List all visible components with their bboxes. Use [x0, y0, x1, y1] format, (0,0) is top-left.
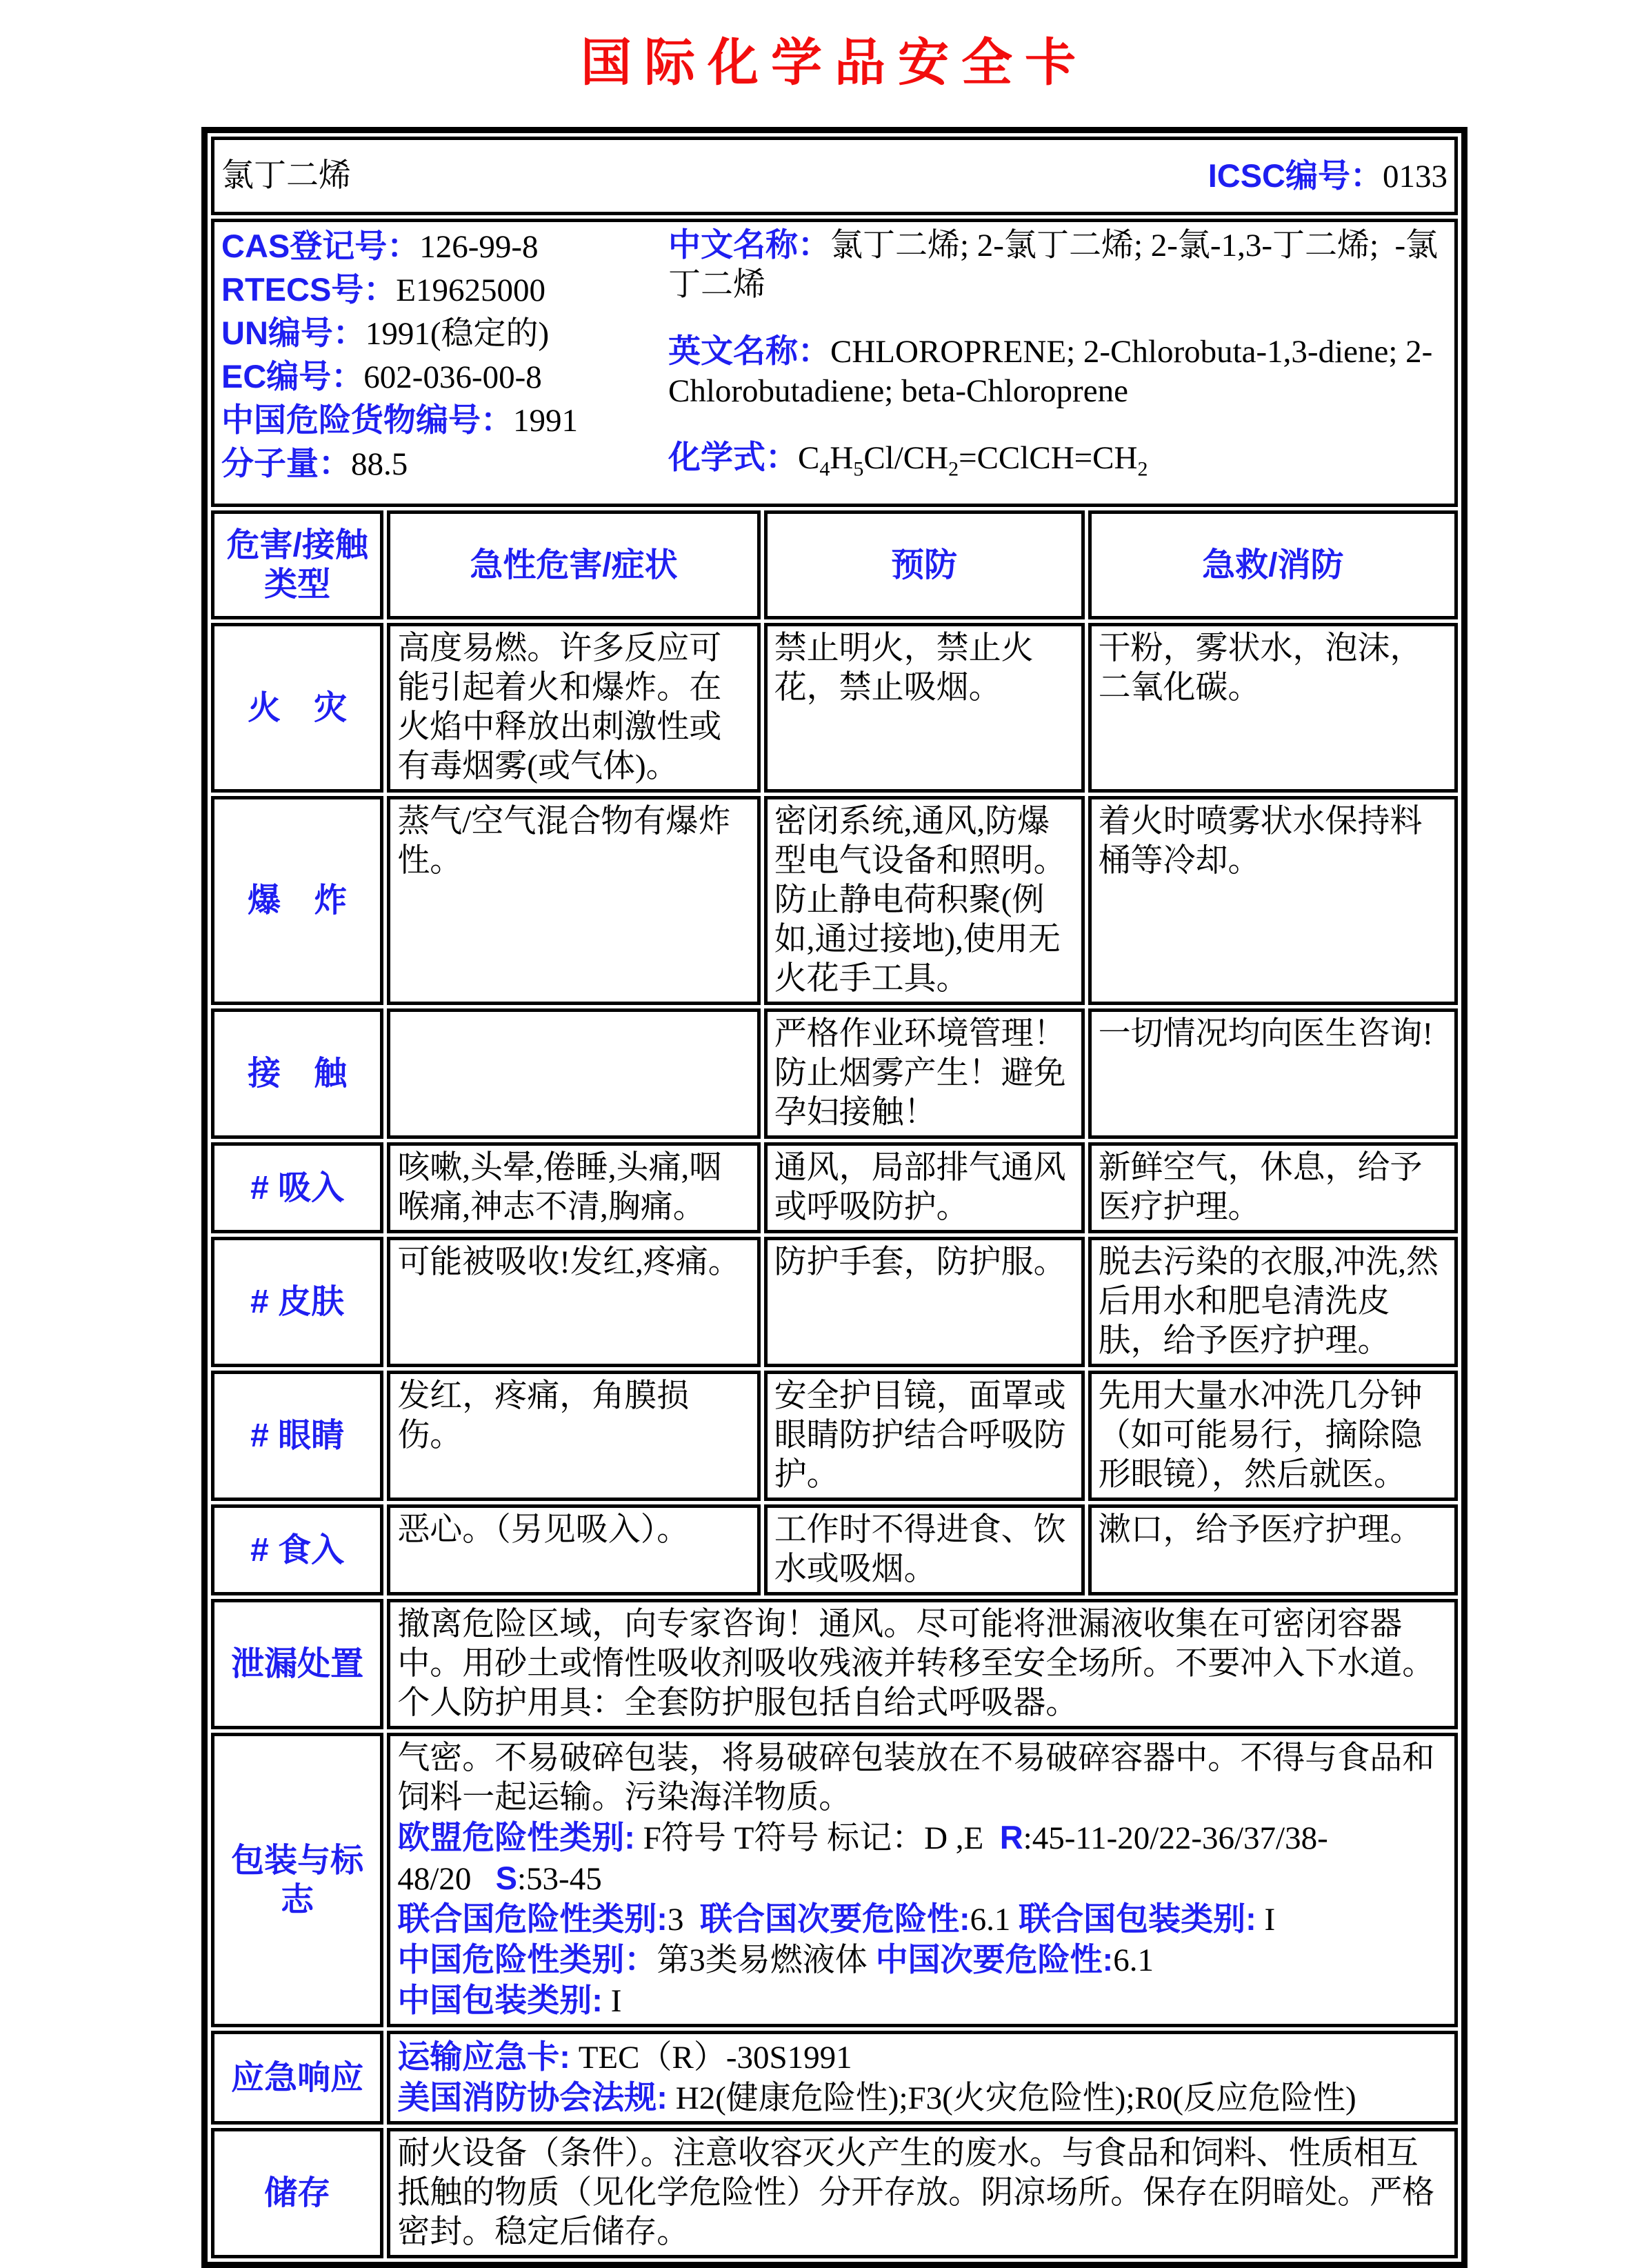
header-acute-symptoms: 急性危害/症状: [387, 510, 760, 619]
chinese-names: 中文名称：氯丁二烯; 2-氯丁二烯; 2-氯-1,3-丁二烯; -氯丁二烯: [668, 226, 1439, 303]
substance-name: 氯丁二烯: [221, 157, 351, 194]
packaging-cn-class: 中国危险性类别：第3类易燃液体 中国次要危险性:6.1: [397, 1941, 1154, 1978]
header-firstaid-firefighting: 急救/消防: [1088, 510, 1458, 619]
icsc-sheet: [201, 0, 1467, 2268]
table-row-skin: [211, 1237, 1458, 1367]
english-names: 英文名称：CHLOROPRENE; 2-Chlorobuta-1,3-diene; 2-Chlorobutadiene; beta-Chloroprene: [668, 332, 1433, 409]
row-label-fire: 火 灾: [211, 623, 383, 793]
fire-symptoms: 高度易燃。许多反应可能引起着火和爆炸。在火焰中释放出刺激性或有毒烟雾(或气体)。: [387, 623, 760, 793]
packaging-eu-class: 欧盟危险性类别: F符号 T符号 标记：D ,E R:45-11-20/22-36/37/38-48/20 S:53-45: [397, 1819, 1328, 1897]
row-label-eyes: # 眼睛: [211, 1371, 383, 1501]
table-row-explosion: [211, 796, 1458, 1005]
emergency-content: [387, 2031, 1458, 2125]
table-row-storage: [211, 2128, 1458, 2258]
table-row-inhalation: [211, 1142, 1458, 1233]
inhalation-symptoms: 咳嗽,头晕,倦睡,头痛,咽喉痛,神志不清,胸痛。: [387, 1142, 760, 1233]
ingestion-firstaid: 漱口，给予医疗护理。: [1088, 1504, 1458, 1595]
packaging-un-class: 联合国危险性类别:3 联合国次要危险性:6.1 联合国包装类别: I: [397, 1900, 1276, 1938]
ec-number: EC编号：602-036-00-8: [221, 358, 542, 395]
name-icsc-row: [211, 137, 1458, 215]
inhalation-prevention: 通风，局部排气通风或呼吸防护。: [764, 1142, 1085, 1233]
row-label-exposure: 接 触: [211, 1008, 383, 1139]
emergency-nfpa: 美国消防协会法规: H2(健康危险性);F3(火灾危险性);R0(反应危险性): [397, 2079, 1356, 2116]
icsc-number: [1208, 156, 1447, 197]
table-row-emergency: [211, 2031, 1458, 2125]
names-block: [668, 225, 1447, 486]
explosion-firstaid: 着火时喷雾状水保持料桶等冷却。: [1088, 796, 1458, 1005]
china-dangerous-goods-number: 中国危险货物编号：1991: [221, 401, 578, 439]
eyes-symptoms: 发红，疼痛，角膜损伤。: [387, 1371, 760, 1501]
row-label-ingestion: # 食入: [211, 1504, 383, 1595]
header-prevention: 预防: [764, 510, 1085, 619]
icsc-number-value: 0133: [1383, 158, 1447, 195]
packaging-intro: 气密。不易破碎包装，将易破碎包装放在不易破碎容器中。不得与食品和饲料一起运输。污染海洋物质。: [397, 1740, 1435, 1816]
table-row-eyes: [211, 1371, 1458, 1501]
rtecs-number: RTECS号：E19625000: [221, 271, 546, 308]
explosion-prevention: 密闭系统,通风,防爆型电气设备和照明。防止静电荷积聚(例如,通过接地),使用无火花手工具。: [764, 796, 1085, 1005]
ingestion-prevention: 工作时不得进食、饮水或吸烟。: [764, 1504, 1085, 1595]
exposure-firstaid: 一切情况均向医生咨询!: [1088, 1008, 1458, 1139]
emergency-tec: 运输应急卡: TEC（R）-30S1991: [397, 2038, 852, 2076]
table-row-exposure: [211, 1008, 1458, 1139]
header-hazard-type: 危害/接触 类型: [211, 510, 383, 619]
identification-row: [211, 219, 1458, 507]
row-label-spill: 泄漏处置: [211, 1599, 383, 1729]
exposure-prevention: 严格作业环境管理！防止烟雾产生！避免孕妇接触！: [764, 1008, 1085, 1139]
fire-firstaid: 干粉，雾状水，泡沫，二氧化碳。: [1088, 623, 1458, 793]
eyes-prevention: 安全护目镜，面罩或眼睛防护结合呼吸防护。: [764, 1371, 1085, 1501]
table-row-spill: [211, 1599, 1458, 1729]
row-label-explosion: 爆 炸: [211, 796, 383, 1005]
ingestion-symptoms: 恶心。（另见吸入）。: [387, 1504, 760, 1595]
un-number: UN编号：1991(稳定的): [221, 315, 550, 352]
exposure-symptoms: [387, 1008, 760, 1139]
eyes-firstaid: 先用大量水冲洗几分钟（如可能易行，摘除隐形眼镜），然后就医。: [1088, 1371, 1458, 1501]
skin-firstaid: 脱去污染的衣服,冲洗,然后用水和肥皂清洗皮肤，给予医疗护理。: [1088, 1237, 1458, 1367]
table-row-fire: [211, 623, 1458, 793]
packaging-cn-pack: 中国包装类别: I: [397, 1982, 622, 2019]
identification-numbers: [221, 225, 668, 486]
row-label-skin: # 皮肤: [211, 1237, 383, 1367]
row-label-storage: 储存: [211, 2128, 383, 2258]
explosion-symptoms: 蒸气/空气混合物有爆炸性。: [387, 796, 760, 1005]
skin-prevention: 防护手套，防护服。: [764, 1237, 1085, 1367]
chemical-formula: 化学式：$C_4H_5Cl/CH_2=CClCH=CH_2$: [668, 439, 1148, 481]
icsc-card-table: [201, 127, 1467, 2268]
inhalation-firstaid: 新鲜空气，休息，给予医疗护理。: [1088, 1142, 1458, 1233]
row-label-packaging: 包装与标志: [211, 1733, 383, 2027]
spill-text: 撤离危险区域，向专家咨询！通风。尽可能将泄漏液收集在可密闭容器中。用砂土或惰性吸收剂吸收残液并转移至安全场所。不要冲入下水道。个人防护用具：全套防护服包括自给式呼吸器。: [387, 1599, 1458, 1729]
table-row-ingestion: [211, 1504, 1458, 1595]
table-row-packaging: [211, 1733, 1458, 2027]
icsc-number-label: ICSC编号：: [1208, 157, 1383, 194]
storage-text: 耐火设备（条件）。注意收容灭火产生的废水。与食品和饲料、性质相互抵触的物质（见化学危险性）分开存放。阴凉场所。保存在阴暗处。严格密封。稳定后储存。: [387, 2128, 1458, 2258]
packaging-content: [387, 1733, 1458, 2027]
skin-symptoms: 可能被吸收!发红,疼痛。: [387, 1237, 760, 1367]
page-title: 国际化学品安全卡: [581, 35, 1088, 92]
row-label-inhalation: # 吸入: [211, 1142, 383, 1233]
molecular-weight: 分子量：88.5: [221, 445, 408, 482]
cas-number: CAS登记号：126-99-8: [221, 228, 539, 265]
fire-prevention: 禁止明火，禁止火花，禁止吸烟。: [764, 623, 1085, 793]
row-label-emergency: 应急响应: [211, 2031, 383, 2125]
